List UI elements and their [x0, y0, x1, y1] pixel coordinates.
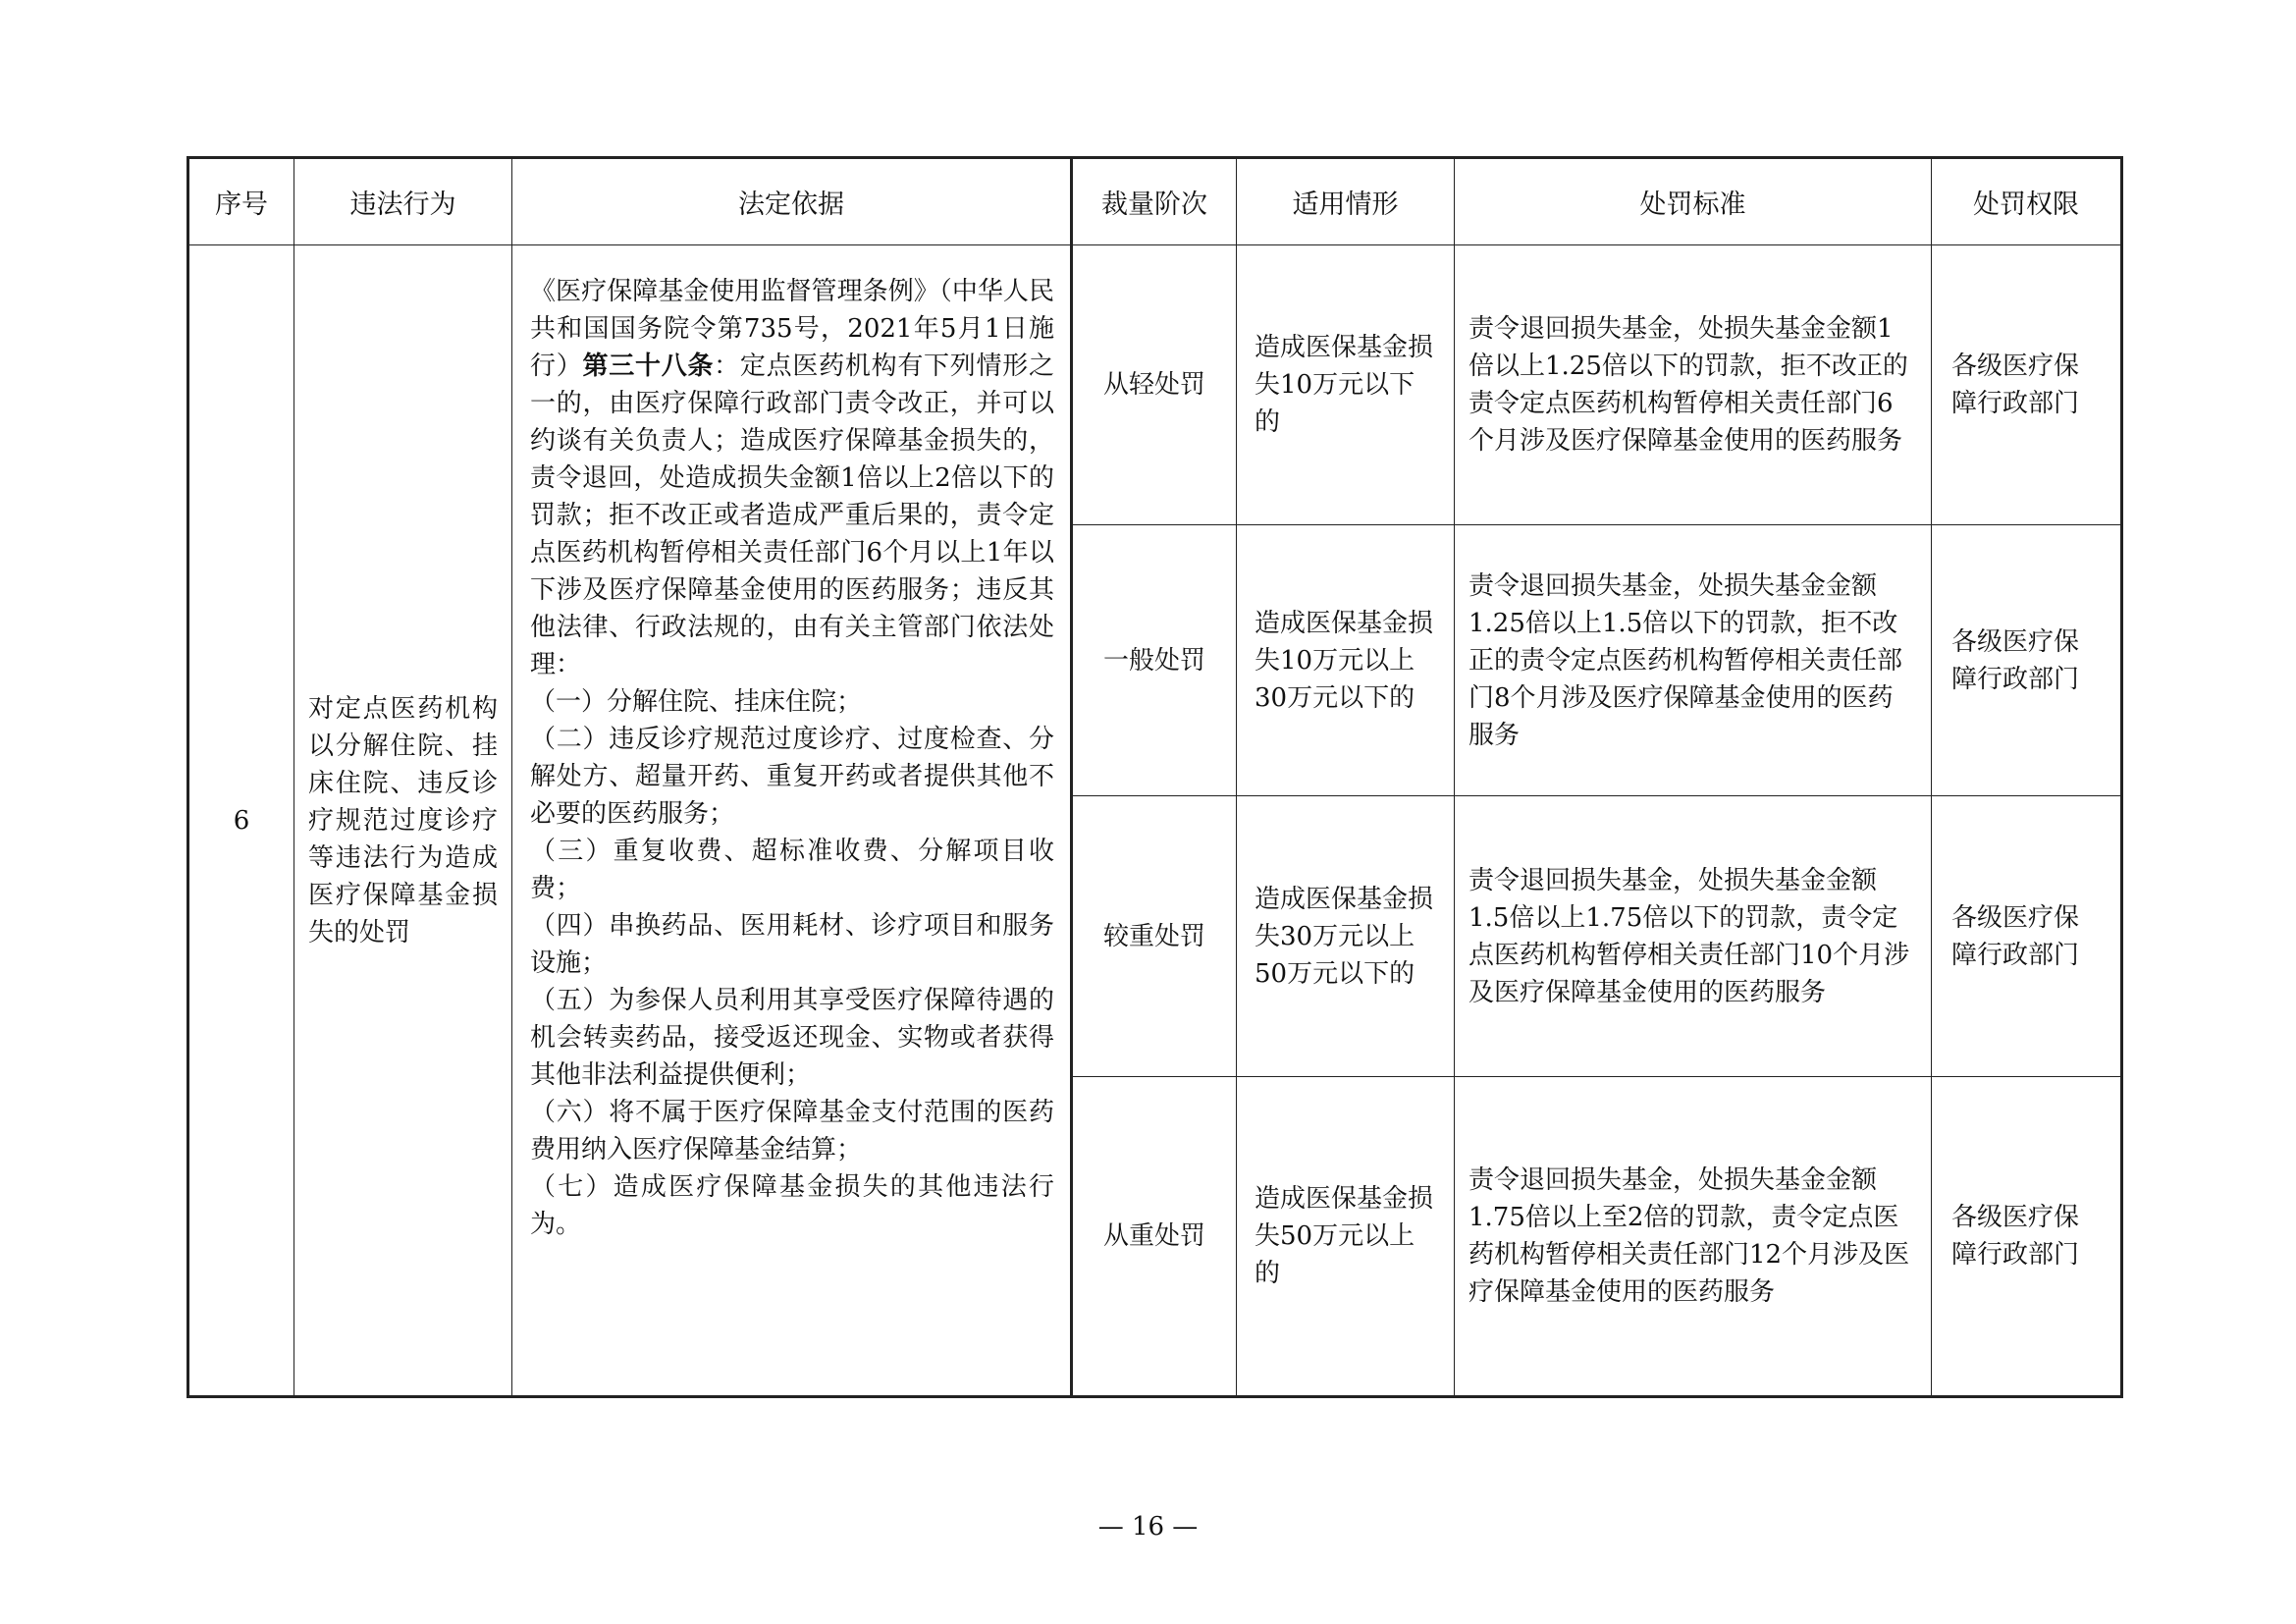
- level-condition: 造成医保基金损失10万元以下的: [1237, 245, 1455, 525]
- basis-paragraph: [530, 273, 1054, 683]
- level-authority: 各级医疗保障行政部门: [1932, 245, 2122, 525]
- level-standard: 责令退回损失基金，处损失基金金额1.25倍以上1.5倍以下的罚款，拒不改正的责令定点医药机构暂停相关责任部门8个月涉及医疗保障基金使用的医药服务: [1455, 525, 1932, 796]
- basis-item: （五）为参保人员利用其享受医疗保障待遇的机会转卖药品，接受返还现金、实物或者获得其他非法利益提供便利；: [530, 986, 1054, 1090]
- page-number: — 16 —: [1097, 1512, 1199, 1542]
- level-label: 从重处罚: [1072, 1077, 1237, 1397]
- basis-item: （六）将不属于医疗保障基金支付范围的医药费用纳入医疗保障基金结算；: [530, 1098, 1054, 1164]
- header-authority: 处罚权限: [1932, 158, 2122, 245]
- level-authority: 各级医疗保障行政部门: [1932, 525, 2122, 796]
- header-condition: 适用情形: [1237, 158, 1455, 245]
- header-standard: 处罚标准: [1455, 158, 1932, 245]
- penalty-table-container: [187, 156, 2120, 1395]
- row-legal-basis: [512, 245, 1072, 1397]
- header-index: 序号: [188, 158, 294, 245]
- level-standard: 责令退回损失基金，处损失基金金额1倍以上1.25倍以下的罚款，拒不改正的责令定点医药机构暂停相关责任部门6个月涉及医疗保障基金使用的医药服务: [1455, 245, 1932, 525]
- header-basis: 法定依据: [512, 158, 1072, 245]
- basis-item: （四）串换药品、医用耗材、诊疗项目和服务设施；: [530, 911, 1054, 978]
- level-condition: 造成医保基金损失10万元以上30万元以下的: [1237, 525, 1455, 796]
- basis-item: （七）造成医疗保障基金损失的其他违法行为。: [530, 1172, 1054, 1239]
- level-condition: 造成医保基金损失50万元以上的: [1237, 1077, 1455, 1397]
- row-violation-act: 对定点医药机构以分解住院、挂床住院、违反诊疗规范过度诊疗等违法行为造成医疗保障基金损失的处罚: [294, 245, 512, 1397]
- basis-article: 第三十八条: [582, 352, 715, 381]
- penalty-table: [187, 156, 2123, 1398]
- level-standard: 责令退回损失基金，处损失基金金额1.5倍以上1.75倍以下的罚款，责令定点医药机构暂停相关责任部门10个月涉及医疗保障基金使用的医药服务: [1455, 796, 1932, 1077]
- level-label: 一般处罚: [1072, 525, 1237, 796]
- basis-item: （三）重复收费、超标准收费、分解项目收费；: [530, 837, 1054, 903]
- basis-item: （二）违反诊疗规范过度诊疗、过度检查、分解处方、超量开药、重复开药或者提供其他不必要的医药服务；: [530, 725, 1054, 829]
- level-condition: 造成医保基金损失30万元以上50万元以下的: [1237, 796, 1455, 1077]
- level-label: 从轻处罚: [1072, 245, 1237, 525]
- basis-item: （一）分解住院、挂床住院；: [530, 687, 863, 717]
- header-act: 违法行为: [294, 158, 512, 245]
- level-authority: 各级医疗保障行政部门: [1932, 1077, 2122, 1397]
- basis-intro: 《医疗保障基金使用监督管理条例》（中华人民共和国国务院令第735号，2021年5月1日施行）: [530, 277, 1054, 381]
- level-label: 较重处罚: [1072, 796, 1237, 1077]
- header-level: 裁量阶次: [1072, 158, 1237, 245]
- row-index: 6: [188, 245, 294, 1397]
- level-authority: 各级医疗保障行政部门: [1932, 796, 2122, 1077]
- level-standard: 责令退回损失基金，处损失基金金额1.75倍以上至2倍的罚款，责令定点医药机构暂停相关责任部门12个月涉及医疗保障基金使用的医药服务: [1455, 1077, 1932, 1397]
- table-row: [188, 245, 2122, 525]
- basis-body: ：定点医药机构有下列情形之一的，由医疗保障行政部门责令改正，并可以约谈有关负责人；造成医疗保障基金损失的，责令退回，处造成损失金额1倍以上2倍以下的罚款；拒不改正或者造成严重后果的，责令定点医药机构暂停相关责任部门6个月以上1年以下涉及医疗保障基金使用的医药服务；违反其他法律、行政法规的，由有关主管部门依法处理：: [530, 352, 1054, 679]
- header-row: [188, 158, 2122, 245]
